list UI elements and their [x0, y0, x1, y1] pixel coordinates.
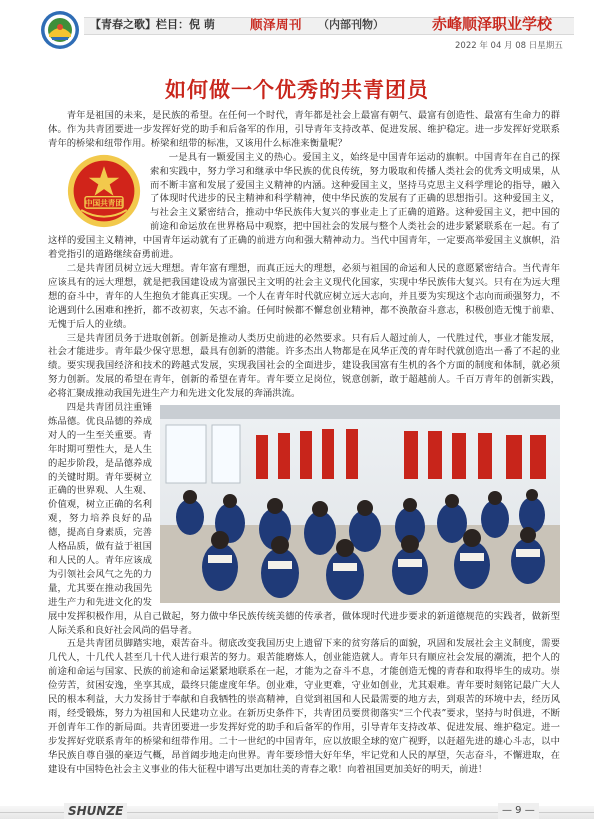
youth-league-emblem-icon — [66, 153, 142, 229]
article-paragraph-ideals: 二是共青团员树立远大理想。青年富有理想，而真正远大的理想，必须与祖国的命运和人民的意愿紧密结合。当代青年应该具有的远大理想，就是把我国建设成为富强民主文明的社会主义现代化国家，实现中华民族伟大复兴。只有在为远大理想的奋斗中，青年的人生抱负才能真正实现。一个人在青年时代就应树立远大志向，并且要为实现这个志向而顽强努力，不论遇到什么困难和挫折，都不改初衷，矢志不渝。任何时候都不懈怠创业精神，都不涣散奋斗意志，积极创造无愧于前辈、无愧于后人的业绩。 — [48, 262, 560, 330]
paper-name: 顺泽周刊 — [250, 17, 303, 32]
column-label: 【青春之歌】栏目：倪 萌 — [90, 18, 215, 31]
emblem-text: 中国共青团 — [85, 198, 123, 208]
issue-date: 2022 年 04 月 08 日星期五 — [455, 41, 563, 51]
article-title: 如何做一个优秀的共青团员 — [165, 77, 429, 102]
classroom-photo — [160, 405, 560, 603]
page-header — [0, 0, 594, 58]
article-body — [48, 109, 560, 795]
article-paragraph-patriotism: 一是具有一颗爱国主义的热心。爱国主义，始终是中国青年运动的旗帜。中国青年在自己的探索和实践中，努力学习和继承中华民族的优良传统，努力吸取和传播人类社会的优秀文明成果，从而不断丰富和发展了爱国主义精神的内涵。这种爱国主义，坚持马克思主义科学理论的指导，融入了体现时代进步的民主精神和科学精神，使中华民族的发展有了正确的思想指引。这种爱国主义，与社会主义紧密结合，推动中华民族伟大复兴的事业走上了正确的道路。这种爱国主义，把中国的前途和命运放在世界格局中观察，把中国社会的发展与整个人类社会的进步紧紧联系在一起。有了这样的爱国主义精神，中国青年运动就有了正确的前进方向和强大精神动力。当代中国青年，一定要高举爱国主义旗帜，沿着党指引的道路继续奋勇前进。 — [48, 151, 560, 261]
page-number: — 9 — — [498, 803, 539, 819]
school-logo-icon — [40, 10, 80, 50]
article-paragraph-morality: 四是共青团员注重锤炼品德。优良品德的养成对人的一生至关重要。青年时期可塑性大，是人生的起步阶段，是品德养成的关键时期。青年要树立正确的世界观、人生观、价值观，树立正确的名利观，努力培养良好的品德，提高自身素质，完善人格品质，做有益于祖国和人民的人。青年应该成为引领社会风气之先的力量，尤其要在推动我国先进生产力和先进文化的发展中发挥积极作用，从自己做起，努力做中华民族传统美德的传承者，做体现时代进步要求的新道德规范的实践者，做新型人际关系和良好社会风尚的倡导者。 — [48, 402, 560, 636]
internal-label: （内部刊物） — [318, 18, 384, 31]
footer-brand: SHUNZE — [64, 803, 127, 819]
article-intro-paragraph: 青年是祖国的未来，是民族的希望。在任何一个时代，青年都是社会上最富有朝气、最富有创造性、最富有生命力的群体。作为共青团要进一步发挥好党的助手和后备军的作用，引导青年支持改革、促进发展、维护稳定。进一步发挥好党联系青年的桥梁和纽带作用。桥梁和纽带的标准，又该用什么标准来衡量呢？ — [48, 110, 560, 149]
school-name: 赤峰顺泽职业学校 — [432, 15, 553, 33]
article-paragraph-hard-work: 五是共青团员脚踏实地，艰苦奋斗。彻底改变我国历史上遗留下来的贫穷落后的面貌，巩固和发展社会主义制度，需要几代人，十几代人甚至几十代人进行艰苦的努力。艰苦能磨炼人，创业能造就人。青年只有顺应社会发展的潮流，把个人的前途和命运与国家、民族的前途和命运紧紧地联系在一起，才能为之奋斗不息，才能创造无愧的青春和取得毕生的成功。崇俭劳苦，贫困安逸，坐享其成，最终只能虚度年华。创业难，守业更难，守业如创业，尤其艰难。青年要时刻铭记最广大人民的根本利益，大力发扬甘于奉献和自我牺牲的崇高精神，自觉到祖国和人民最需要的地方去，到艰苦的环境中去，经历风雨，经受锻炼，努力为祖国和人民建功立业。在新历史条件下，共青团员要贯彻落实“三个代表”要求，坚持与时俱进，不断开创青年工作的新局面。共青团要进一步发挥好党的助手和后备军的作用，引导青年支持改革、促进发展、维护稳定。进一步发挥好党联系青年的桥梁和纽带作用。二十一世纪的中国青年，应以放眼全球的宽广视野，以赶超先进的雄心斗志，以中华民族自尊自强的豪迈气概，昂首阔步地走向世界。青年要珍惜大好年华，牢记党和人民的厚望，矢志奋斗，不懈进取，在建设有中国特色社会主义事业的伟大征程中谱写出更加壮美的青春之歌！向着祖国更加美好的明天，前进！ — [48, 638, 560, 775]
article-paragraph-innovation: 三是共青团员务于进取创新。创新是推动人类历史前进的必然要求。只有后人超过前人，一代胜过代，事业才能发展，社会才能进步。青年最少保守思想，最具有创新的潜能。许多杰出人物都是在风华正茂的青年时代就创造出一番了不起的业绩。要实现我国经济和技术的跨越式发展，实现我国社会的全面进步，建设我国富有生机的各个方面的制度和体制，就必须努力创新。发展的希望在青年，创新的希望在青年。青年要立足岗位，锐意创新，敢于超越前人。千百万青年的创新实践，必将汇聚成推动我国先进生产力和先进文化发展的奔涌洪流。 — [48, 332, 560, 400]
